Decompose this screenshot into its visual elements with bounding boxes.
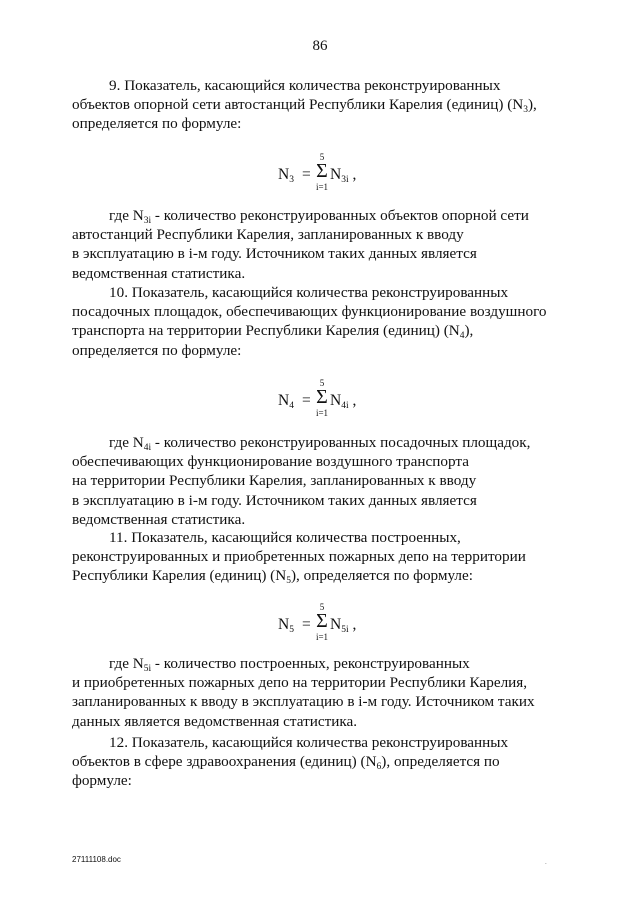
text-line: автостанций Республики Карелия, запланированных к вводу (72, 226, 464, 244)
text-line: данных является ведомственная статистика. (72, 712, 358, 730)
text-line (72, 654, 559, 673)
text-line (72, 95, 559, 114)
paragraph-9-intro (72, 76, 559, 134)
subscript: 3 (289, 175, 294, 185)
formula-symbol: N (278, 616, 290, 633)
text-line: обеспечивающих функционирование воздушного транспорта (72, 453, 469, 471)
text-line: 11. Показатель, касающийся количества построенных, (109, 529, 461, 546)
equals-sign: = (302, 392, 311, 409)
text-span: ), (464, 322, 474, 340)
subscript: 3 (523, 105, 528, 116)
text-line (72, 566, 559, 585)
text-line: формуле: (72, 772, 132, 790)
formula-rhs (330, 392, 356, 410)
text-line: 12. Показатель, касающийся количества реконструированных (109, 734, 509, 751)
sum-upper-limit: 5 (319, 602, 325, 612)
subscript: 4 (459, 331, 465, 342)
text-span: транспорта на территории Республики Карелия (единиц) (N (72, 322, 460, 340)
text-span: где N (109, 207, 144, 224)
text-span: ), определяется по формуле: (290, 567, 473, 585)
subscript: 4i (143, 443, 152, 453)
sigma-icon: Σ (316, 386, 328, 408)
sum-upper-limit: 5 (319, 378, 325, 388)
scan-mark: . (545, 858, 547, 866)
formula-symbol: N (330, 392, 342, 409)
sum-lower-limit: i=1 (315, 408, 329, 418)
subscript: 3i (341, 175, 349, 185)
sum-upper-limit: 5 (319, 152, 325, 162)
subscript: 5 (289, 625, 294, 635)
text-line: ведомственная статистика. (72, 264, 246, 282)
formula-tail: , (348, 392, 357, 409)
subscript: 5i (143, 664, 152, 674)
text-span: объектов в сфере здравоохранения (единиц) (N (72, 753, 377, 771)
text-line: на территории Республики Карелия, запланированных к вводу (72, 472, 477, 490)
text-line: определяется по формуле: (72, 341, 242, 359)
text-line (72, 206, 559, 225)
text-span: ), определяется по (381, 753, 500, 771)
sigma-icon: Σ (316, 610, 328, 632)
paragraph-10-intro (72, 283, 559, 360)
text-span: ), (528, 96, 537, 114)
formula-rhs (330, 616, 356, 634)
text-line (72, 752, 559, 771)
text-line: ведомственная статистика. (72, 510, 246, 528)
subscript: 5 (286, 576, 291, 587)
formula-rhs (330, 166, 356, 184)
subscript: 3i (143, 216, 152, 226)
formula-symbol: N (330, 166, 342, 183)
text-line: определяется по формуле: (72, 115, 242, 133)
formula-tail: , (348, 616, 357, 633)
formula-tail: , (348, 166, 357, 183)
text-span: объектов опорной сети автостанций Республики Карелия (единиц) (N (72, 96, 524, 114)
text-line: и приобретенных пожарных депо на территории Республики Карелия, (72, 674, 528, 692)
text-span: Республики Карелия (единиц) (N (72, 567, 287, 585)
formula-lhs (278, 616, 294, 634)
text-line: 9. Показатель, касающийся количества реконструированных (109, 77, 501, 94)
formula-lhs (278, 392, 294, 410)
sigma-icon: Σ (316, 160, 328, 182)
formula-symbol: N (278, 392, 290, 409)
subscript: 5i (341, 625, 349, 635)
formula-lhs (278, 166, 294, 184)
text-line: в эксплуатацию в i-м году. Источником таких данных является (72, 491, 477, 509)
text-line: запланированных к вводу в эксплуатацию в i-м году. Источником таких (72, 693, 535, 711)
sum-lower-limit: i=1 (315, 632, 329, 642)
text-line (72, 433, 559, 452)
formula-n5 (0, 600, 640, 646)
paragraph-11-intro (72, 528, 559, 586)
text-line: 10. Показатель, касающийся количества реконструированных (109, 284, 509, 301)
text-span: - количество реконструированных объектов опорной сети (151, 207, 529, 224)
paragraph-11-where (72, 654, 559, 731)
paragraph-9-where (72, 206, 559, 283)
subscript: 4 (289, 401, 294, 411)
text-span: где N (109, 434, 144, 451)
equals-sign: = (302, 616, 311, 633)
text-line (72, 321, 559, 340)
paragraph-12-intro (72, 733, 559, 791)
equals-sign: = (302, 166, 311, 183)
text-span: - количество построенных, реконструированных (151, 655, 470, 672)
text-line: посадочных площадок, обеспечивающих функционирование воздушного (72, 303, 547, 321)
paragraph-10-where (72, 433, 559, 529)
formula-n4 (0, 376, 640, 422)
text-line: в эксплуатацию в i-м году. Источником таких данных является (72, 245, 477, 263)
page-number: 86 (312, 38, 328, 54)
subscript: 4i (341, 401, 349, 411)
formula-symbol: N (330, 616, 342, 633)
sum-lower-limit: i=1 (315, 182, 329, 192)
footer-doc-id: 27111108.doc (72, 855, 121, 864)
subscript: 6 (376, 762, 382, 773)
text-span: где N (109, 655, 144, 672)
formula-symbol: N (278, 166, 290, 183)
formula-n3 (0, 150, 640, 196)
text-line: реконструированных и приобретенных пожарных депо на территории (72, 548, 526, 566)
text-span: - количество реконструированных посадочных площадок, (151, 434, 531, 451)
